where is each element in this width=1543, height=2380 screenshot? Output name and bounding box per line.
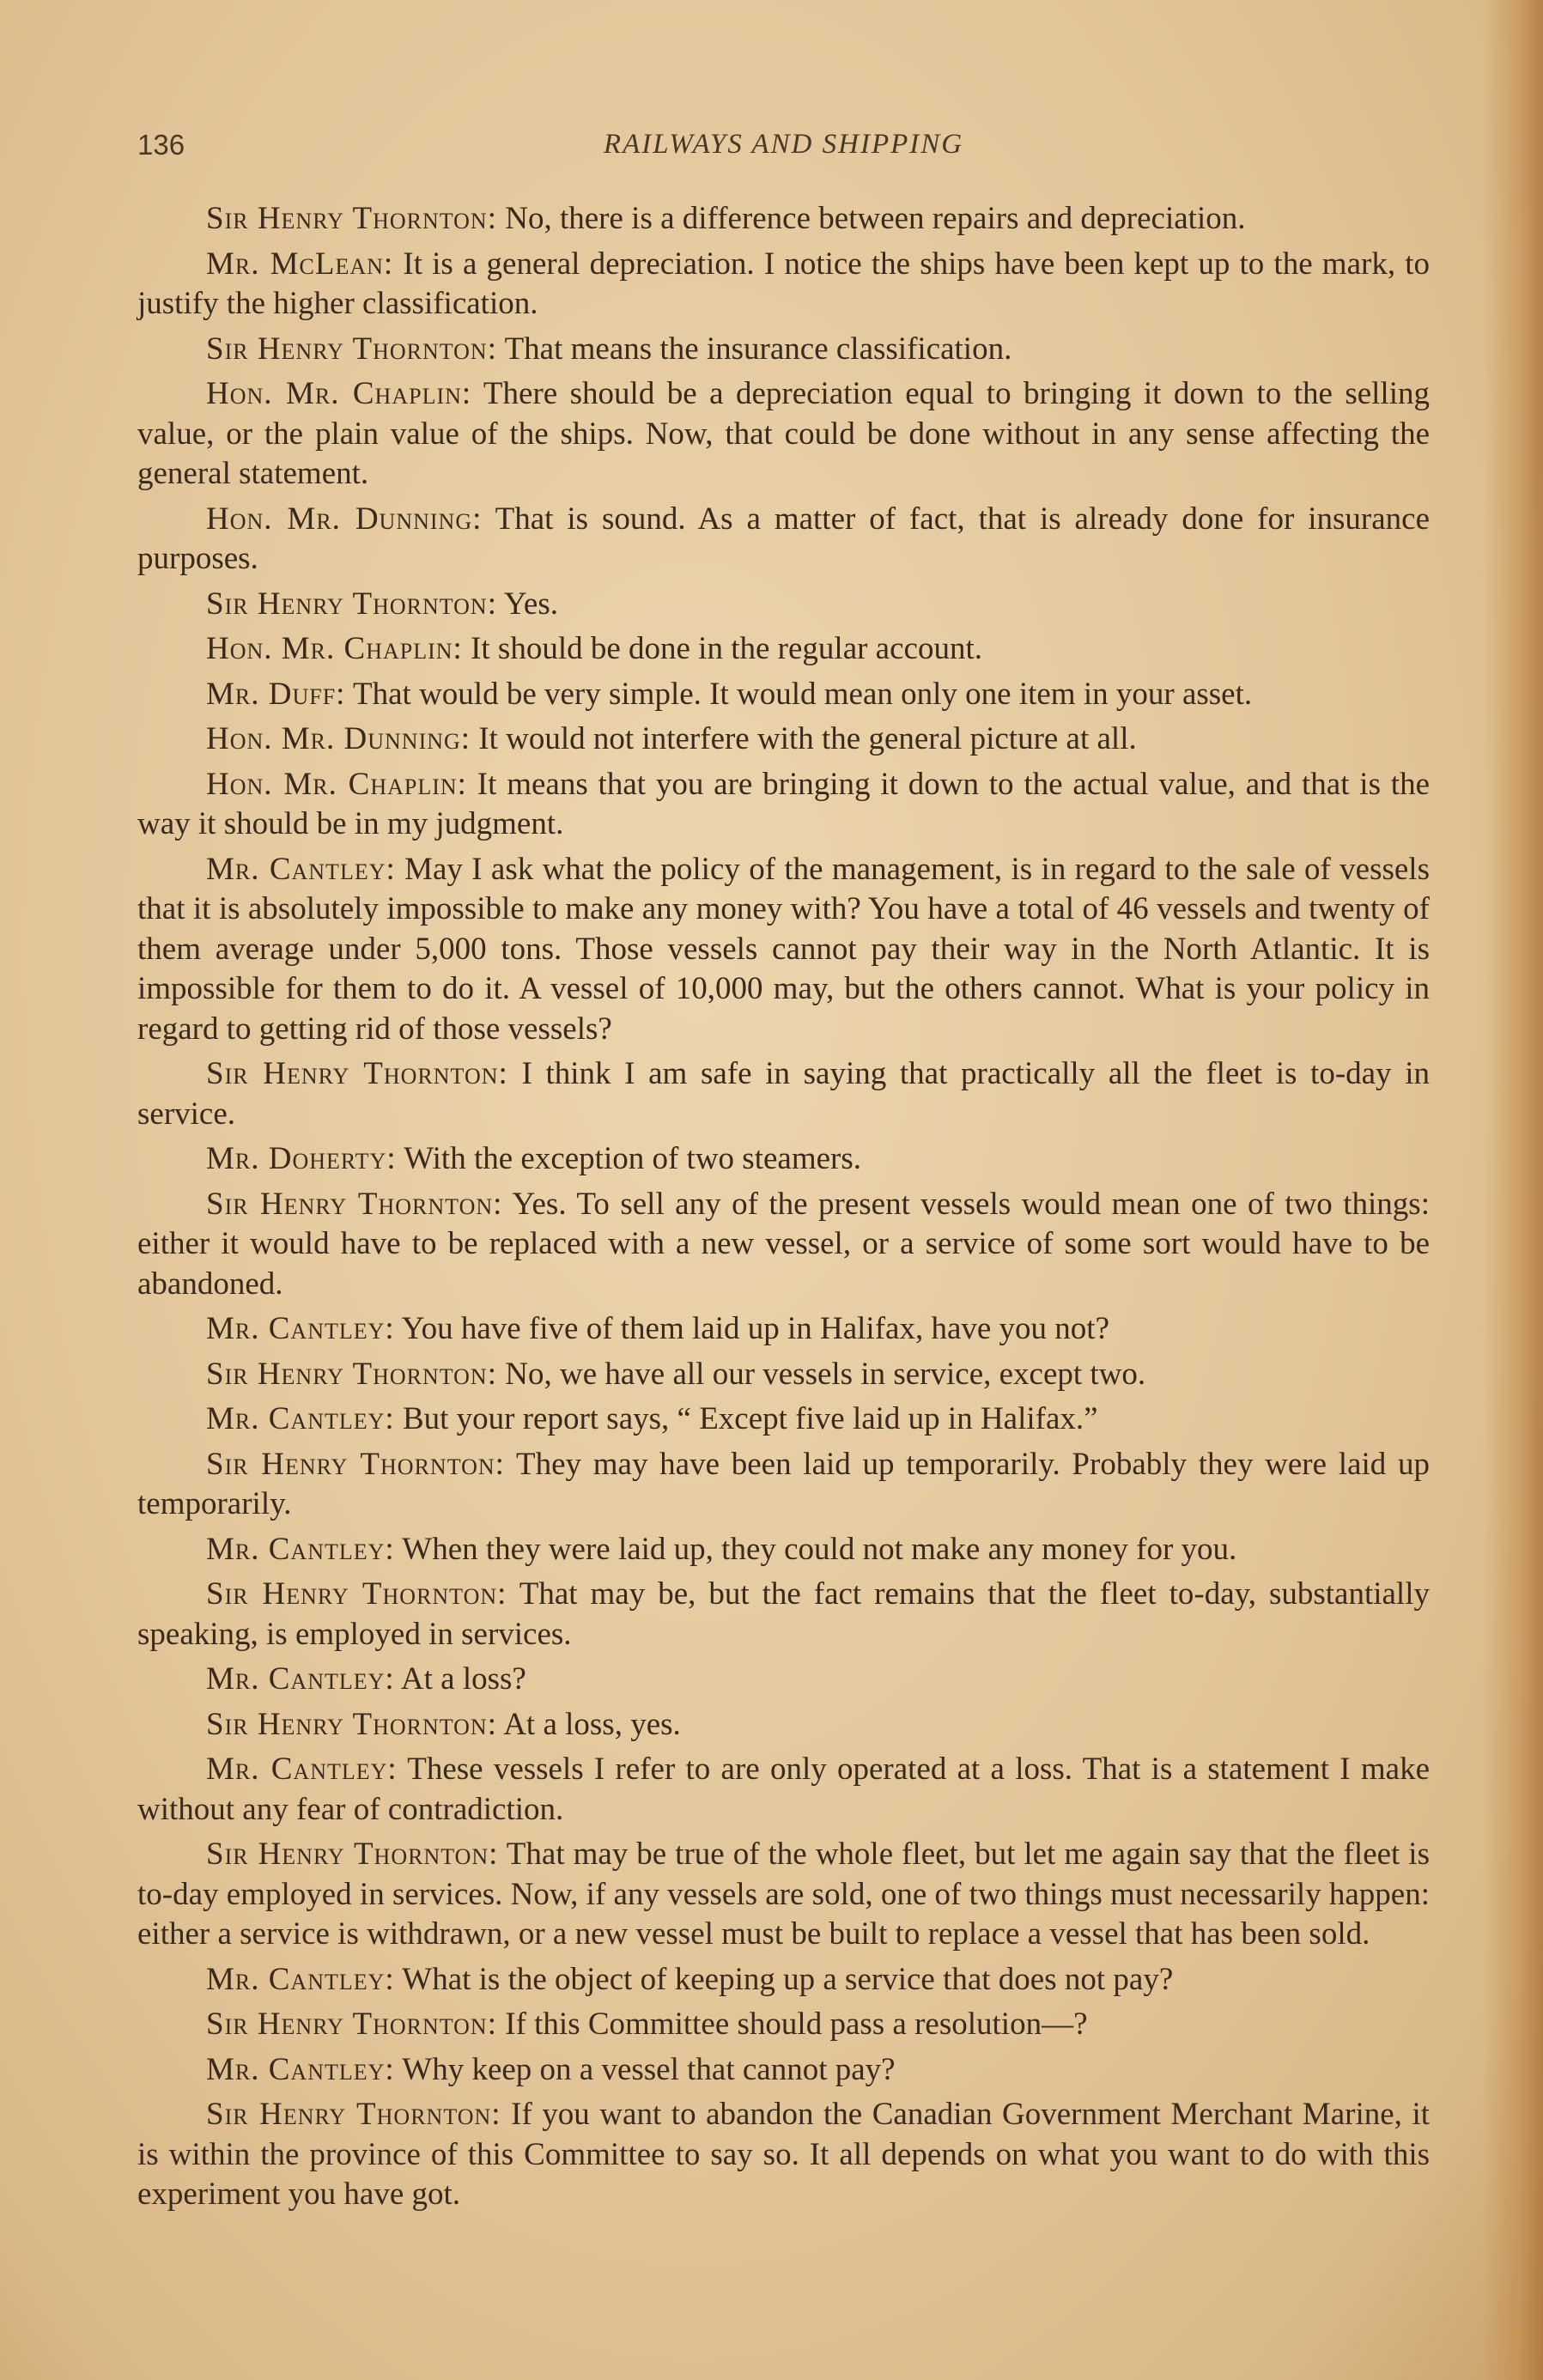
speech-text: That may be true of the whole fleet, but let me again say that the fleet is to-day employed in services. Now, if any vessels are sold, one of two things must necessarily happen: either a service is withdrawn, or a new vessel must be built to replace a vessel that has been sold.	[137, 1837, 1431, 1952]
speaker-name: Sir Henry Thornton:	[206, 201, 497, 236]
paragraph	[137, 1399, 1430, 1440]
speech-text: With the exception of two steamers.	[396, 1141, 862, 1176]
speaker-name: Hon. Mr. Dunning:	[206, 721, 471, 756]
speaker-name: Sir Henry Thornton:	[206, 1837, 499, 1872]
paragraph	[137, 330, 1430, 370]
paragraph	[137, 765, 1430, 845]
paragraph	[137, 1530, 1430, 1570]
speaker-name: Hon. Mr. Chaplin:	[206, 766, 467, 802]
speech-text: That means the insurance classification.	[497, 331, 1012, 367]
paragraph	[137, 1835, 1430, 1955]
speech-text: There should be a depreciation equal to bringing it down to the selling value, or the plain value of the ships. Now, that could be done without in any sense affecting the general statement.	[137, 376, 1430, 491]
speaker-name: Mr. Cantley:	[206, 1531, 395, 1567]
paragraph	[137, 1309, 1430, 1350]
speaker-name: Sir Henry Thornton:	[206, 331, 497, 367]
paragraph	[137, 1355, 1430, 1395]
paragraph	[137, 2005, 1430, 2045]
speech-text: They may have been laid up temporarily. Probably they were laid up temporarily.	[137, 1446, 1430, 1521]
paragraph	[137, 1660, 1430, 1700]
paragraph	[137, 1054, 1430, 1134]
transcript-body	[137, 199, 1430, 2220]
speaker-name: Hon. Mr. Chaplin:	[206, 631, 463, 666]
speech-text: I think I am safe in saying that practically all the fleet is to-day in service.	[137, 1056, 1430, 1132]
speech-text: You have five of them laid up in Halifax, have you not?	[394, 1311, 1110, 1346]
speech-text: It is a general depreciation. I notice the ships have been kept up to the mark, to justify the higher classification.	[137, 246, 1431, 321]
speaker-name: Sir Henry Thornton:	[206, 1576, 507, 1612]
paragraph	[137, 1750, 1430, 1830]
speaker-name: Mr. Cantley:	[206, 1311, 395, 1346]
paragraph	[137, 1575, 1430, 1654]
speech-text: It means that you are bringing it down to the actual value, and that is the way it should be in my judgment.	[137, 766, 1430, 841]
speaker-name: Sir Henry Thornton:	[206, 2007, 497, 2042]
paragraph	[137, 245, 1430, 325]
speech-text: May I ask what the policy of the management, is in regard to the sale of vessels that it is absolutely impossible to make any money with? You have a total of 46 vessels and twenty of them average under 5,000 tons. Those vessels cannot pay their way in the North Atlantic. It is impossible for them to do it. A vessel of 10,000 may, but the others cannot. What is your policy in regard to getting rid of those vessels?	[137, 851, 1430, 1047]
paragraph	[137, 2095, 1430, 2215]
speech-text: Yes. To sell any of the present vessels would mean one of two things: either it would have to be replaced with a new vessel, or a service of some sort would have to be abandoned.	[137, 1186, 1430, 1302]
paragraph	[137, 500, 1430, 580]
speech-text: No, there is a difference between repairs and depreciation.	[497, 201, 1246, 236]
paragraph	[137, 850, 1430, 1050]
speaker-name: Sir Henry Thornton:	[206, 586, 497, 622]
speech-text: That may be, but the fact remains that the fleet to-day, substantially speaking, is employed in services.	[137, 1576, 1430, 1652]
speaker-name: Sir Henry Thornton:	[206, 1706, 497, 1742]
page-header	[137, 129, 1430, 172]
speech-text: Yes.	[497, 586, 558, 622]
speech-text: These vessels I refer to are only operated at a loss. That is a statement I make without any fear of contradiction.	[137, 1752, 1430, 1827]
speaker-name: Mr. Cantley:	[206, 1401, 395, 1436]
speaker-name: Mr. Cantley:	[206, 1661, 395, 1697]
speech-text: If this Committee should pass a resolution—?	[497, 2007, 1088, 2042]
paragraph	[137, 2050, 1430, 2091]
speaker-name: Mr. Doherty:	[206, 1141, 397, 1176]
speaker-name: Mr. McLean:	[206, 246, 394, 282]
paragraph	[137, 1185, 1430, 1305]
speaker-name: Sir Henry Thornton:	[206, 1356, 497, 1392]
speaker-name: Mr. Cantley:	[206, 1752, 398, 1787]
speaker-name: Sir Henry Thornton:	[206, 1446, 505, 1482]
speech-text: At a loss?	[394, 1661, 526, 1697]
speaker-name: Hon. Mr. Dunning:	[206, 501, 483, 537]
speech-text: That would be very simple. It would mean only one item in your asset.	[345, 676, 1253, 712]
speaker-name: Sir Henry Thornton:	[206, 2097, 501, 2132]
speaker-name: Mr. Duff:	[206, 676, 346, 712]
paragraph	[137, 1139, 1430, 1180]
speech-text: No, we have all our vessels in service, except two.	[497, 1356, 1146, 1392]
paragraph	[137, 1960, 1430, 2001]
speaker-name: Mr. Cantley:	[206, 851, 396, 887]
speaker-name: Sir Henry Thornton:	[206, 1186, 503, 1222]
paragraph	[137, 1705, 1430, 1746]
speaker-name: Sir Henry Thornton:	[206, 1056, 508, 1091]
paragraph	[137, 585, 1430, 625]
running-head: RAILWAYS AND SHIPPING	[603, 129, 964, 160]
paragraph	[137, 1445, 1430, 1525]
speech-text: When they were laid up, they could not make any money for you.	[394, 1531, 1237, 1567]
speaker-name: Mr. Cantley:	[206, 2051, 395, 2087]
paragraph	[137, 629, 1430, 670]
paragraph	[137, 199, 1430, 240]
speech-text: But your report says, “ Except five laid up in Halifax.”	[394, 1401, 1098, 1436]
paragraph	[137, 719, 1430, 760]
speech-text: It would not interfere with the general picture at all.	[471, 721, 1137, 756]
speech-text: Why keep on a vessel that cannot pay?	[394, 2051, 896, 2087]
page-number: 136	[137, 129, 185, 161]
speech-text: If you want to abandon the Canadian Government Merchant Marine, it is within the province of this Committee to say so. It all depends on what you want to do with this experiment you have got.	[137, 2097, 1430, 2212]
speech-text: What is the object of keeping up a service that does not pay?	[394, 1961, 1174, 1997]
speaker-name: Mr. Cantley:	[206, 1961, 395, 1997]
paragraph	[137, 374, 1430, 495]
speech-text: That is sound. As a matter of fact, that is already done for insurance purposes.	[137, 501, 1430, 576]
paragraph	[137, 675, 1430, 715]
speaker-name: Hon. Mr. Chaplin:	[206, 376, 472, 411]
speech-text: At a loss, yes.	[497, 1706, 681, 1742]
speech-text: It should be done in the regular account.	[462, 631, 982, 666]
